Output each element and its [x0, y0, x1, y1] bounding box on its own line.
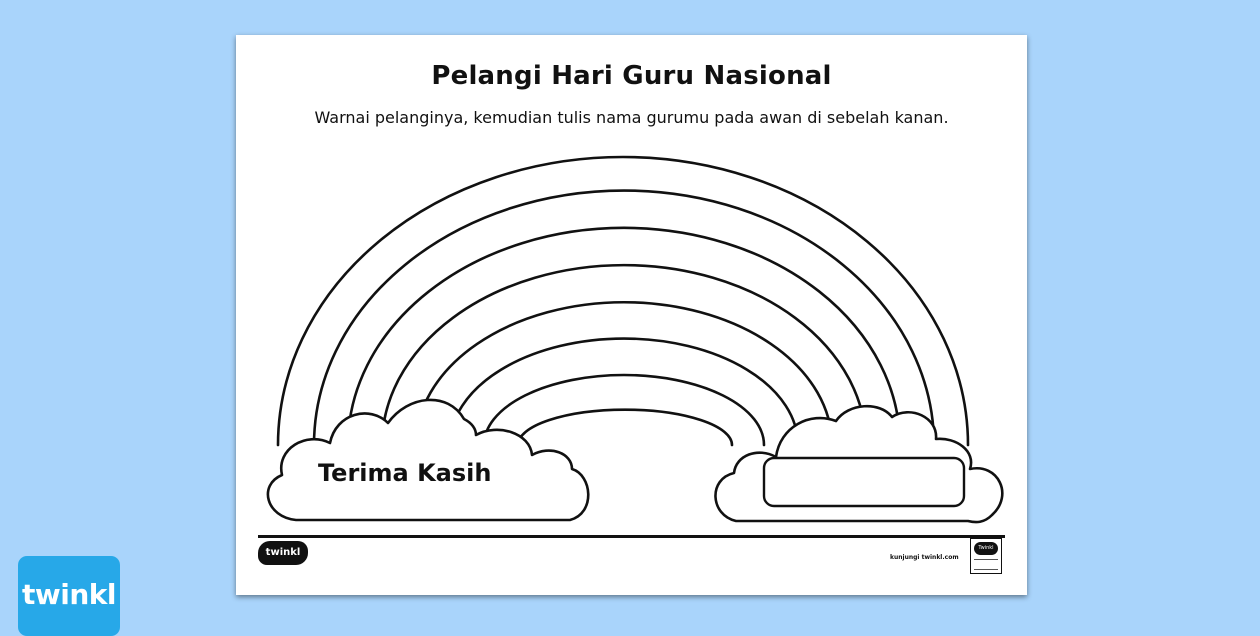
rainbow-illustration — [236, 35, 1027, 595]
footer-badge-lines — [974, 559, 998, 570]
rainbow-arc-5 — [416, 302, 832, 445]
teacher-name-box — [764, 458, 964, 506]
twinkl-brand-label: twinkl — [21, 578, 116, 611]
thank-you-text: Terima Kasih — [318, 459, 492, 487]
worksheet-instruction: Warnai pelanginya, kemudian tulis nama gurumu pada awan di sebelah kanan. — [314, 108, 949, 127]
footer-url: kunjungi twinkl.com — [890, 554, 959, 561]
twinkl-brand-logo[interactable] — [18, 556, 120, 636]
footer-divider — [258, 535, 1005, 538]
footer-badge — [970, 538, 1002, 574]
worksheet-title: Pelangi Hari Guru Nasional — [431, 61, 832, 91]
worksheet-page — [236, 35, 1027, 595]
rainbow-arc-8 — [518, 410, 732, 445]
footer-logo: twinkl — [258, 541, 308, 565]
footer-badge-logo: Twinkl — [974, 542, 998, 555]
